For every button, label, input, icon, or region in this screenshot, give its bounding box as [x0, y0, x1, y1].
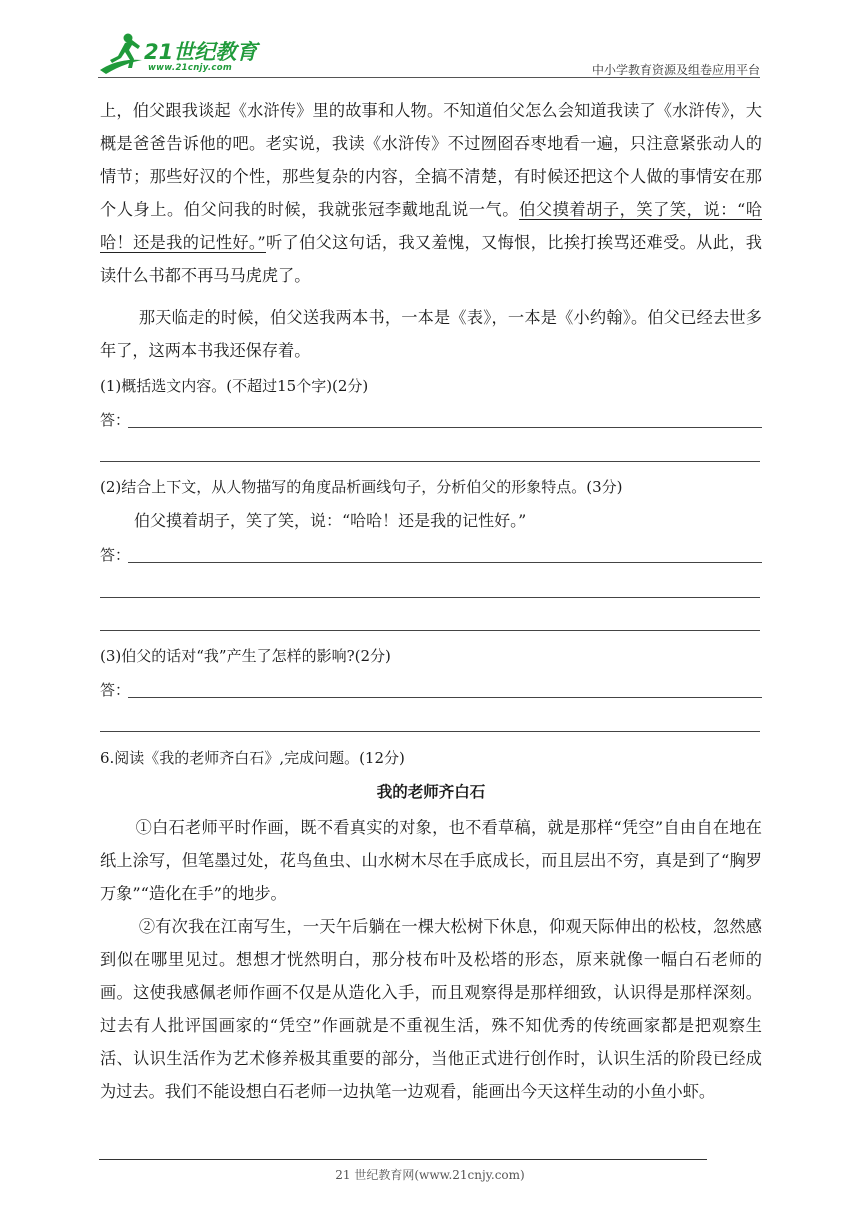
- question-2-quote: 伯父摸着胡子，笑了笑，说：“哈哈！还是我的记性好。”: [134, 511, 527, 530]
- answer-line: [128, 562, 762, 563]
- passage-paragraph-1: [100, 94, 762, 292]
- runner-logo-icon: [98, 30, 146, 76]
- article-paragraph-1: ①白石老师平时作画，既不看真实的对象，也不看草稿，就是那样“凭空”自由自在地在纸上涂写，但笔墨过处，花鸟鱼虫、山水树木尽在手底成长，而且层出不穷，真是到了“胸罗万象”“造化在手”的地步。: [100, 818, 762, 903]
- underlined-sentence: 伯父摸着胡子，笑了笑，说：“哈哈！还是我的记性好。”: [100, 200, 763, 252]
- logo: [98, 30, 273, 78]
- passage-text: 听了伯父这句话，我又羞愧，又悔恨，比挨打挨骂还难受。从此，我读什么书都不再马马虎虎了。: [100, 233, 762, 285]
- passage-text: 上，伯父跟我谈起《水浒传》里的故事和人物。不知道伯父怎么会知道我读了《水浒传》，大概是爸爸告诉他的吧。老实说，我读《水浒传》不过囫囵吞枣地看一遍，只注意紧张动人的情节；那些好汉的个性，那些复杂的内容，全搞不清楚，有时候还把这个人做的事情安在那个人身上。伯父问我的时候，我就张冠李戴地乱说一气。: [100, 101, 762, 219]
- page-header: [98, 30, 760, 78]
- logo-url: www.21cnjy.com: [148, 63, 232, 73]
- answer-blank-line[interactable]: [100, 630, 760, 631]
- answer-label: 答：: [100, 681, 131, 699]
- answer-label: 答：: [100, 411, 131, 429]
- answer-line: [128, 697, 762, 698]
- answer-row-q3[interactable]: [100, 680, 762, 700]
- platform-name: 中小学教育资源及组卷应用平台: [591, 63, 760, 77]
- answer-blank-line[interactable]: [100, 461, 760, 462]
- question-2: (2)结合上下文，从人物描写的角度品析画线句子，分析伯父的形象特点。(3分): [100, 478, 623, 496]
- answer-row-q1[interactable]: [100, 410, 762, 430]
- passage-paragraph-2: 那天临走的时候，伯父送我两本书，一本是《表》，一本是《小约翰》。伯父已经去世多年了，这两本书我还保存着。: [100, 308, 762, 360]
- answer-line: [128, 427, 762, 428]
- section-6-heading: 6.阅读《我的老师齐白石》,完成问题。(12分): [100, 749, 405, 767]
- question-3: (3)伯父的话对“我”产生了怎样的影响?(2分): [100, 647, 391, 665]
- article-title: 我的老师齐白石: [376, 783, 486, 801]
- article-paragraph-2: ②有次我在江南写生，一天午后躺在一棵大松树下休息，仰观天际伸出的松枝，忽然感到似在哪里见过。想想才恍然明白，那分枝布叶及松塔的形态，原来就像一幅白石老师的画。这使我感佩老师作画不仅是从造化入手，而且观察得是那样细致，认识得是那样深刻。过去有人批评国画家的“凭空”作画就是不重视生活，殊不知优秀的传统画家都是把观察生活、认识生活作为艺术修养极其重要的部分，当他正式进行创作时，认识生活的阶段已经成为过去。我们不能设想白石老师一边执笔一边观看，能画出今天这样生动的小鱼小虾。: [100, 917, 762, 1101]
- header-divider: [98, 77, 760, 78]
- logo-text: 21世纪教育: [144, 40, 258, 64]
- answer-row-q2[interactable]: [100, 545, 762, 565]
- answer-blank-line[interactable]: [100, 731, 760, 732]
- footer-divider: [99, 1159, 707, 1160]
- answer-label: 答：: [100, 546, 131, 564]
- question-1: (1)概括选文内容。(不超过15个字)(2分): [100, 377, 369, 395]
- answer-blank-line[interactable]: [100, 597, 760, 598]
- page-footer: 21 世纪教育网(www.21cnjy.com): [335, 1168, 525, 1182]
